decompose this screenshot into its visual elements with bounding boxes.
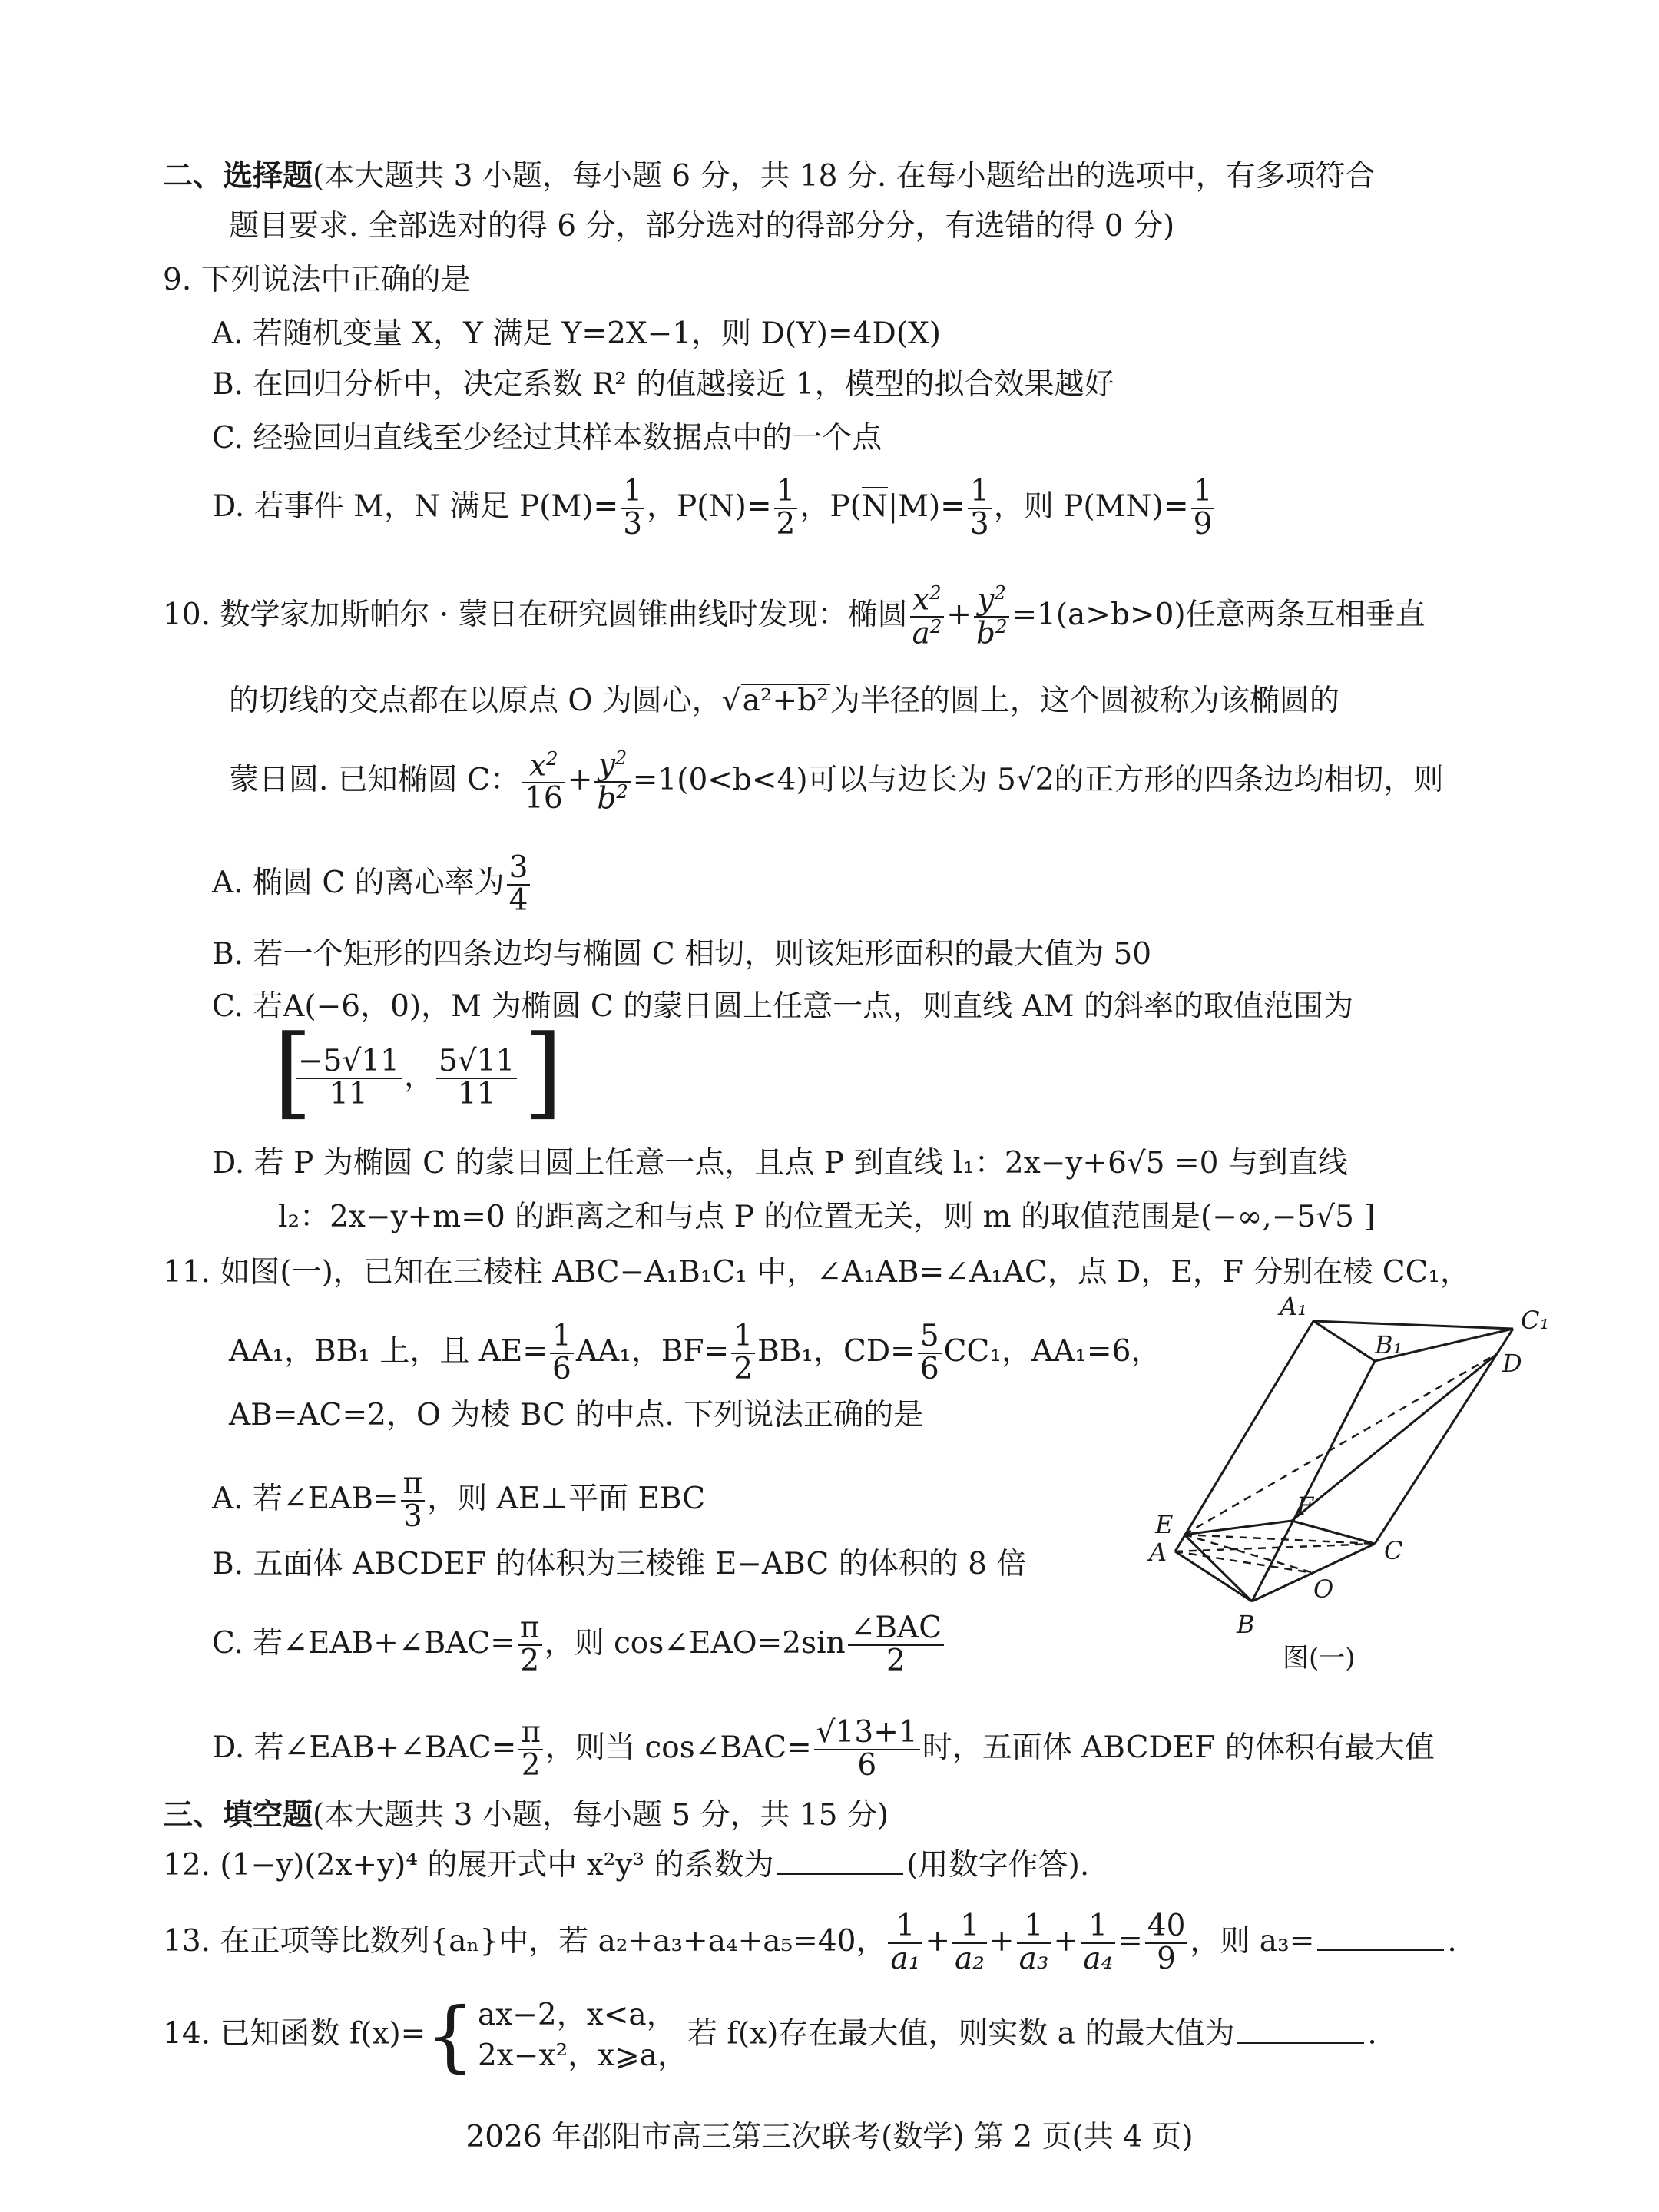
q11-c-frac-2: $\frac{\text{∠BAC}}{2}$ xyxy=(848,1613,944,1677)
section-3-header xyxy=(163,1797,889,1834)
prism-figure xyxy=(1144,1290,1550,1690)
q11-frac-cd: $\frac{5}{6}$ xyxy=(918,1321,942,1386)
edge-a1b1 xyxy=(1313,1321,1375,1361)
q10-line-3: 蒙日圆. 已知椭圆 C： $\frac{x^2}{16}$ + $\frac{y^2}{b^2}$ =1(0<b<4)可以与边长为 5√2的正方形的四条边均相切，则 xyxy=(229,747,1444,816)
q11-c-text: C. 若∠EAB+∠BAC= xyxy=(212,1625,515,1661)
q14-line xyxy=(163,1990,1377,2081)
section-2-title: 二、选择题 xyxy=(163,158,313,194)
q11-option-b: B. 五面体 ABCDEF 的体积为三棱锥 E−ABC 的体积的 8 倍 xyxy=(212,1547,1027,1581)
q12-text: 12. (1−y)(2x+y)⁴ 的展开式中 x²y³ 的系数为 xyxy=(163,1848,774,1883)
label-o: O xyxy=(1313,1575,1334,1604)
q13-text: . xyxy=(1447,1923,1457,1959)
q10-text: =1(0<b<4)可以与边长为 5√2的正方形的四条边均相切，则 xyxy=(632,763,1444,798)
q10-text: =1(a>b>0)任意两条互相垂直 xyxy=(1012,598,1426,633)
q11-c-text: ，则 cos∠EAO=2sin xyxy=(544,1625,846,1661)
section-2-header xyxy=(163,158,1376,195)
q14-text: 14. 已知函数 f(x)= xyxy=(163,2016,426,2051)
label-b1: B₁ xyxy=(1375,1330,1403,1359)
q10-text: 10. 数学家加斯帕尔 · 蒙日在研究圆锥曲线时发现：椭圆 xyxy=(163,598,908,633)
section-2-desc-2: 题目要求. 全部选对的得 6 分，部分选对的得部分分，有选错的得 0 分) xyxy=(229,209,1175,243)
q10-option-b: B. 若一个矩形的四条边均与椭圆 C 相切，则该矩形面积的最大值为 50 xyxy=(212,937,1152,972)
q9-d-text: D. 若事件 M，N 满足 P(M)= xyxy=(212,488,619,524)
q11-d-frac-2: $\frac{√13+1}{6}$ xyxy=(814,1717,920,1782)
q14-text: . xyxy=(1367,2016,1377,2051)
q10-c-range xyxy=(293,1046,519,1111)
q11-a-text: ，则 AE⊥平面 EBC xyxy=(427,1481,706,1516)
q11-line-3: AB=AC=2，O 为棱 BC 的中点. 下列说法正确的是 xyxy=(229,1398,924,1432)
label-f: F xyxy=(1296,1492,1314,1521)
q10-option-d-1: D. 若 P 为椭圆 C 的蒙日圆上任意一点，且点 P 到直线 l₁：2x−y+6√5 =0 与到直线 xyxy=(212,1146,1348,1181)
q9-option-c: C. 经验回归直线至少经过其样本数据点中的一个点 xyxy=(212,421,882,455)
label-a: A xyxy=(1149,1538,1167,1567)
q11-c-frac: $\frac{\pi}{2}$ xyxy=(518,1613,542,1677)
edge-aa1 xyxy=(1175,1321,1313,1551)
section-2-desc-1: (本大题共 3 小题，每小题 6 分，共 18 分. 在每小题给出的选项中，有多项符合 xyxy=(313,159,1376,194)
q11-frac-ae: $\frac{1}{6}$ xyxy=(550,1321,574,1386)
q12-answer-blank[interactable] xyxy=(777,1873,903,1875)
page-footer: 2026 年邵阳市高三第三次联考(数学) 第 2 页(共 4 页) xyxy=(465,2120,1194,2154)
q13-text: 13. 在正项等比数列{aₙ}中，若 a₂+a₃+a₄+a₅=40， xyxy=(163,1923,886,1959)
edge-bb1 xyxy=(1252,1361,1375,1601)
q10-option-a xyxy=(212,850,532,918)
q10-line-1: 10. 数学家加斯帕尔 · 蒙日在研究圆锥曲线时发现：椭圆 $\frac{x^2}{a^2}$ + $\frac{y^2}{b^2}$ =1(a>b>0)任意两条互相垂直 xyxy=(163,582,1426,651)
q14-brace: { xyxy=(426,1990,475,2081)
section-3-title: 三、填空题 xyxy=(163,1797,313,1833)
q11-d-text: 时，五面体 ABCDEF 的体积有最大值 xyxy=(922,1730,1435,1765)
label-c1: C₁ xyxy=(1521,1306,1550,1335)
q10-a-text: A. 椭圆 C 的离心率为 xyxy=(212,865,505,900)
q10-frac-y2b2-b: $\frac{y^2}{b^2}$ xyxy=(594,749,630,815)
q13-frac-a2: $\frac{1}{\text{a₂}}$ xyxy=(952,1911,987,1975)
edge-ao-hidden xyxy=(1175,1551,1313,1573)
q13-frac-a4: $\frac{1}{\text{a₄}}$ xyxy=(1081,1911,1115,1975)
q13-line: 13. 在正项等比数列{aₙ}中，若 a₂+a₃+a₄+a₅=40， $\frac{1}{\text{a₁}}$ + $\frac{1}{\text{a₂}}$ + $\frac{1}{\text{a₃}}$ + $\frac{1}{\text{a₄}}$ = $\frac{40}{9}$ ，则 a₃= . xyxy=(163,1909,1457,1976)
q10-frac-x2a2: $\frac{x^2}{a^2}$ xyxy=(910,584,945,650)
q9-option-d xyxy=(212,476,1217,541)
q11-d-text: D. 若∠EAB+∠BAC= xyxy=(212,1730,517,1765)
q11-frac-bf: $\frac{1}{2}$ xyxy=(731,1321,755,1386)
q11-d-frac: $\frac{\pi}{2}$ xyxy=(518,1717,543,1782)
q9-option-b: B. 在回归分析中，决定系数 R² 的值越接近 1，模型的拟合效果越好 xyxy=(212,367,1114,402)
edge-ab xyxy=(1175,1551,1252,1601)
q10-line-2: 的切线的交点都在以原点 O 为圆心，√a²+b²为半径的圆上，这个圆被称为该椭圆的 xyxy=(229,684,1339,718)
q10-c-frac-1: $\frac{-5√11}{11}$ xyxy=(296,1046,402,1111)
q11-text: CC₁，AA₁=6， xyxy=(943,1333,1161,1369)
q14-case-2: 2x−x²，x⩾a， xyxy=(477,2038,688,2073)
q10-option-c: C. 若A(−6，0)，M 为椭圆 C 的蒙日圆上任意一点，则直线 AM 的斜率的取值范围为 xyxy=(212,989,1353,1024)
q10-c-frac-2: $\frac{5√11}{11}$ xyxy=(436,1046,517,1111)
q10-frac-x216: $\frac{x^2}{16}$ xyxy=(522,750,565,815)
q13-frac-rhs: $\frac{40}{9}$ xyxy=(1145,1911,1188,1975)
q10-option-d-2: l₂：2x−y+m=0 的距离之和与点 P 的位置无关，则 m 的取值范围是(−∞,−5√5 ] xyxy=(278,1200,1376,1234)
q12-line xyxy=(163,1848,1089,1884)
q9-option-a: A. 若随机变量 X，Y 满足 Y=2X−1，则 D(Y)=4D(X) xyxy=(212,316,941,351)
edge-ac-hidden xyxy=(1175,1544,1375,1551)
q13-text: ，则 a₃= xyxy=(1190,1923,1315,1959)
q11-option-c xyxy=(212,1613,946,1677)
q9-d-text: ，则 P(MN)= xyxy=(993,488,1189,524)
q11-option-d xyxy=(212,1717,1435,1782)
label-e: E xyxy=(1155,1510,1174,1539)
q10-c-right-bracket: ] xyxy=(524,1013,563,1130)
q12-text: (用数字作答). xyxy=(906,1848,1090,1883)
q9-d-frac-2: $\frac{1}{2}$ xyxy=(774,476,798,541)
q10-c-sep: ， xyxy=(403,1058,434,1094)
label-b: B xyxy=(1237,1610,1255,1639)
q14-case-1: ax−2，x<a， xyxy=(477,1998,677,2032)
q11-option-a xyxy=(212,1466,706,1534)
edge-ef xyxy=(1184,1521,1292,1535)
label-c: C xyxy=(1384,1536,1403,1565)
q9-d-frac-3: $\frac{1}{3}$ xyxy=(968,476,992,541)
q9-d-text: ，P( xyxy=(800,488,862,524)
q10-text: 的切线的交点都在以原点 O 为圆心， xyxy=(229,684,722,718)
q9-d-text: ，P(N)= xyxy=(647,488,772,524)
q9-d-frac-1: $\frac{1}{3}$ xyxy=(621,476,644,541)
q9-d-text: |M)= xyxy=(887,488,965,524)
q11-text: BB₁，CD= xyxy=(757,1333,916,1369)
q10-frac-y2b2: $\frac{y^2}{b^2}$ xyxy=(974,584,1009,650)
q11-text: AA₁，BB₁ 上，且 AE= xyxy=(229,1333,548,1369)
q13-answer-blank[interactable] xyxy=(1317,1949,1444,1951)
q11-a-frac: $\frac{\pi}{3}$ xyxy=(401,1469,426,1533)
q10-text: 蒙日圆. 已知椭圆 C： xyxy=(229,763,521,798)
q14-piecewise xyxy=(478,1995,687,2076)
label-a1: A₁ xyxy=(1280,1292,1307,1321)
q11-d-text: ，则当 cos∠BAC= xyxy=(545,1730,812,1765)
q14-answer-blank[interactable] xyxy=(1237,2042,1364,2044)
q9-d-n-bar: N xyxy=(862,487,888,525)
q13-frac-a1: $\frac{1}{\text{a₁}}$ xyxy=(888,1911,922,1975)
edge-ed-hidden xyxy=(1184,1353,1498,1535)
q14-text: 若 f(x)存在最大值，则实数 a 的最大值为 xyxy=(687,2016,1235,2051)
q11-line-1: 11. 如图(一)，已知在三棱柱 ABC−A₁B₁C₁ 中，∠A₁AB=∠A₁AC，点 D，E，F 分别在棱 CC₁， xyxy=(163,1255,1471,1290)
edge-fd xyxy=(1292,1353,1498,1521)
edge-fc xyxy=(1292,1521,1375,1544)
q10-sqrt: a²+b² xyxy=(742,684,829,718)
label-d: D xyxy=(1502,1349,1522,1378)
q11-line-2 xyxy=(229,1321,1161,1386)
q9-stem: 9. 下列说法中正确的是 xyxy=(163,263,471,297)
q10-c-left-bracket: [ xyxy=(273,1013,313,1130)
q9-d-frac-4: $\frac{1}{9}$ xyxy=(1191,476,1215,541)
edge-a1c1 xyxy=(1313,1321,1513,1329)
q10-text: 为半径的圆上，这个圆被称为该椭圆的 xyxy=(830,684,1339,718)
section-3-desc: (本大题共 3 小题，每小题 5 分，共 15 分) xyxy=(313,1798,889,1833)
q10-a-frac: $\frac{3}{4}$ xyxy=(507,853,531,917)
q11-a-text: A. 若∠EAB= xyxy=(212,1481,399,1516)
q11-text: AA₁，BF= xyxy=(575,1333,730,1369)
figure-caption: 图(一) xyxy=(1283,1643,1356,1674)
q13-frac-a3: $\frac{1}{\text{a₃}}$ xyxy=(1017,1911,1051,1975)
